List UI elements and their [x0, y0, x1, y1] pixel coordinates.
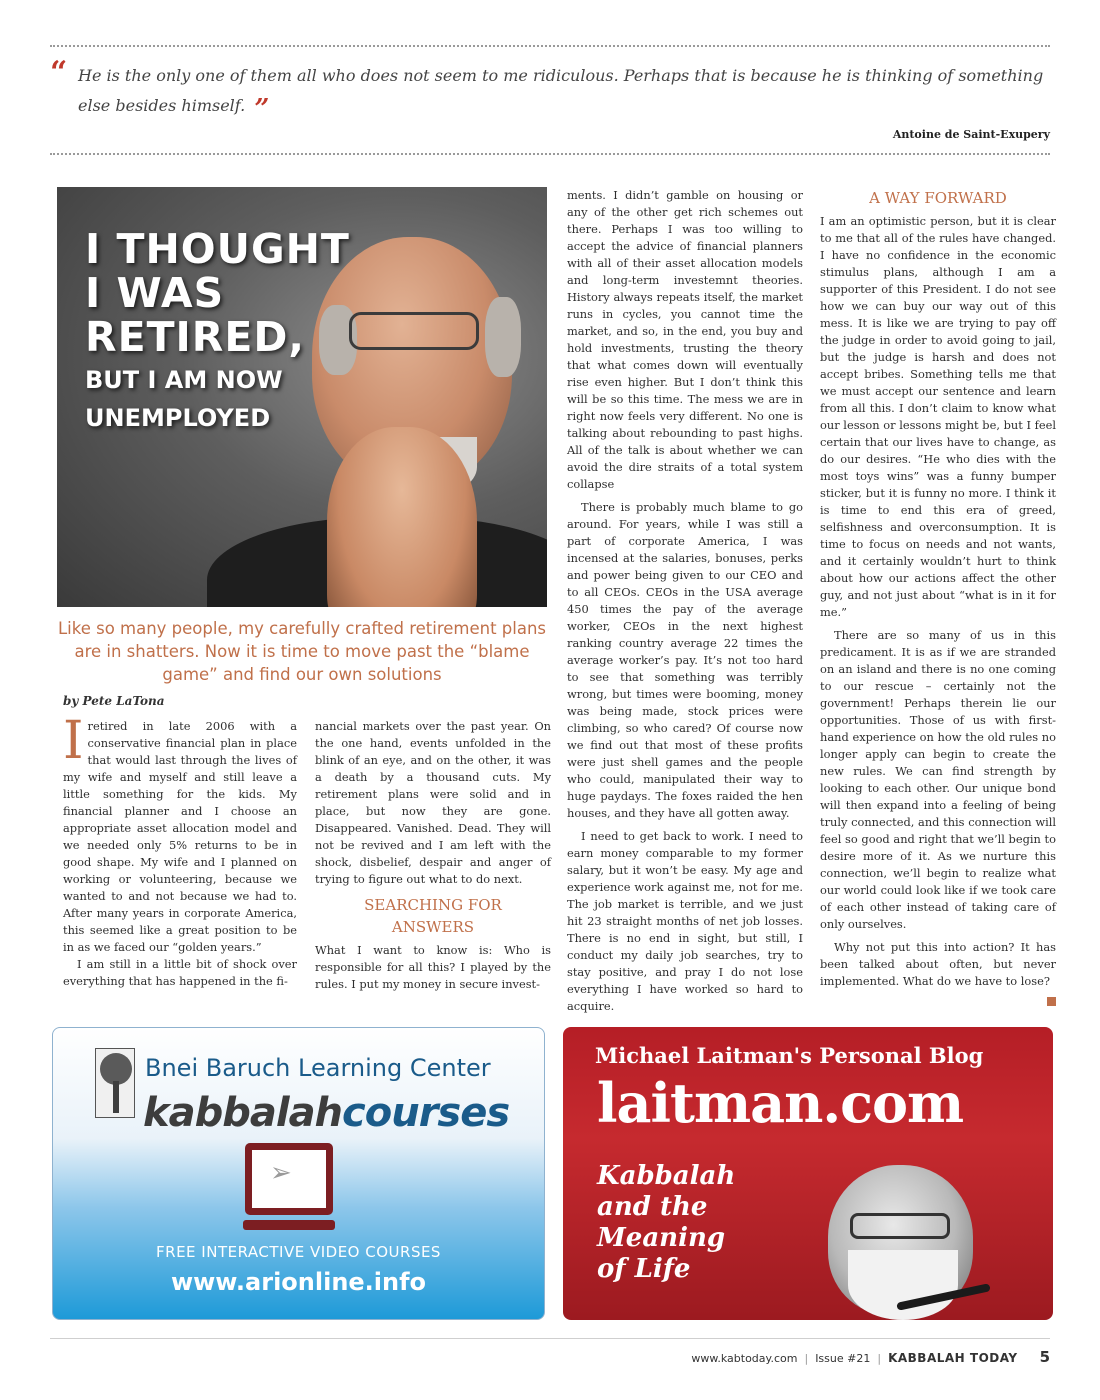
photo-glasses: [349, 312, 479, 350]
close-quote-mark: ”: [254, 94, 270, 124]
paragraph: I am an optimistic person, but it is clear to me that all of the rules have changed. I have no confidence in the economic stimulus plans, although I am a supporter of this President. I do not see how we can buy our way out of this mess. It is like we are trying to pay off the judge in order to avoid going to jail, but the judge is harsh and does not accept bribes. Something tells me that we must accept our sentence and learn from all this. I don’t claim to know what our lesson or lessons might be, but I feel certain that our lives have to change, as do our desires. “He who dies with the most toys wins” was a funny bumper sticker, but it is funny no more. I think it is time to end this era of greed, selfishness and overconsumption. It is time to focus on needs and not wants, and it certainly wouldn’t hurt to think about how our actions affect the other guy, and not just about “what is in it for me.”: [820, 214, 1056, 619]
paragraph: Iretired in late 2006 with a conservative financial plan in place that would last through the lives of my wife and myself and still leave a little something for the kids. My financial planner and I choose an appropriate asset allocation model and we needed only 5% returns to be in good shape. My wife and I planned on working or volunteering, because we wanted to and not because we had to. After many years in corporate America, this seemed like a great position to be in as we faced our “golden years.”: [63, 711, 297, 954]
drop-cap: I: [63, 711, 84, 771]
photo-hair-right: [485, 297, 521, 377]
footer-divider: [50, 1338, 1050, 1339]
page-number: 5: [1039, 1348, 1050, 1366]
byline: by Pete LaTona: [63, 694, 165, 708]
article-deck: Like so many people, my carefully crafted retirement plans are in shatters. Now it is time to move past the “blame game” and find our own solutions: [57, 619, 547, 684]
top-divider: [50, 45, 1050, 47]
article-column-4: [820, 187, 1056, 1011]
ad-kabbalah-courses[interactable]: [52, 1027, 545, 1320]
ad-org-name: Bnei Baruch Learning Center: [145, 1054, 491, 1082]
paragraph: There is probably much blame to go around. For years, while I was still a part of corporate America, I was incensed at the salaries, bonuses, perks and power being given to our CEO and to all CEOs. CEOs in the USA average 450 times the pay of the average worker, CEOs in the next highest ranking country average 22 times the average worker’s pay. It’s not too hard to see that something was terribly wrong, but times were booming, money was being made, stock prices were climbing, so who cared? Of course now we find out that most of these profits were just shell games and the people who could, manipulated their way to huge paydays. The foxes raided the hen houses, and they have all gotten away.: [567, 500, 803, 820]
footer-issue: Issue #21: [815, 1352, 871, 1365]
quote-divider: [50, 153, 1050, 155]
headline: I THOUGHT I WAS RETIRED, BUT I AM NOW UNEMPLOYED: [85, 225, 350, 432]
article-column-2: [315, 718, 551, 993]
page-footer: [691, 1348, 1050, 1366]
hero-photo: [57, 187, 547, 607]
footer-separator: |: [804, 1352, 809, 1365]
photo-hands: [327, 427, 477, 607]
footer-magazine-name: KABBALAH TODAY: [888, 1351, 1018, 1365]
subhead-way-forward: A WAY FORWARD: [869, 189, 1007, 207]
ad-url-link[interactable]: www.arionline.info: [170, 1268, 427, 1296]
open-quote-mark: “: [50, 55, 68, 90]
paragraph: nancial markets over the past year. On the one hand, events unfolded in the blink of an eye, and on the other, it was a death by a thousand cuts. My retirement plans were solid and in place, but now they are gone. Disappeared. Vanished. Dead. They will not be revived and I am left with the shock, disbelief, despair and anger of trying to figure out what to do next.: [315, 719, 551, 886]
computer-monitor-icon: [245, 1143, 333, 1215]
ad-tagline: FREE INTERACTIVE VIDEO COURSES: [156, 1243, 441, 1261]
paragraph: There are so many of us in this predicament. It is as if we are stranded on an island and there is no one coming to our rescue – certainly not the government! Perhaps therein lie our opportunities. Those of us with first-hand experience on how the old rules no longer apply can begin to create the new rules. We can find strength by looking to each other. Our unique bond will then expand into a feeling of being truly connected, and this connection will feel so good and right that we’ll begin to desire more of it. As we nurture this connection, we’ll begin to realize what our world could look like if we took care of each other instead of taking care of only ourselves.: [820, 628, 1056, 931]
end-of-article-mark: [1047, 997, 1056, 1006]
paragraph: I need to get back to work. I need to earn money comparable to my former salary, but it won’t be easy. My age and experience work against me, not for me. The job market is terrible, and we just hit 23 straight months of net job losses. There is no end in sight, but still, I conduct my daily job searches, try to stay positive, and pray I do not lose everything I have worked so hard to acquire.: [567, 829, 803, 1013]
subhead-searching: SEARCHING FOR ANSWERS: [364, 896, 502, 936]
paragraph: What I want to know is: Who is responsible for all this? I played by the rules. I put my money in secure invest-: [315, 943, 551, 991]
article-column-1: [63, 711, 297, 990]
ad-blog-tagline: Kabbalah and the Meaning of Life: [597, 1161, 736, 1284]
paragraph: I am still in a little bit of shock over everything that has happened in the fi-: [63, 957, 297, 988]
quote-author: Antoine de Saint-Exupery: [892, 128, 1050, 141]
tree-logo-icon: [95, 1048, 135, 1118]
quote-text: He is the only one of them all who does not seem to me ridiculous. Perhaps that is because he is thinking of something else besides himself. ”: [78, 66, 1044, 124]
end-mark-wrap: [820, 994, 1056, 1011]
article-column-3: [567, 187, 803, 1015]
footer-separator: |: [877, 1352, 882, 1365]
ad-blog-url-link[interactable]: laitman.com: [597, 1071, 964, 1135]
author-portrait: [808, 1155, 1038, 1320]
ad-laitman-blog[interactable]: [563, 1027, 1053, 1320]
monitor-base: [243, 1220, 335, 1230]
ad-brand: kabbalahcourses: [143, 1090, 510, 1136]
paragraph: Why not put this into action? It has been talked about often, but never implemented. What do we have to lose?: [820, 940, 1056, 988]
ad-blog-heading: Michael Laitman's Personal Blog: [595, 1043, 984, 1068]
footer-site-link[interactable]: www.kabtoday.com: [691, 1352, 798, 1365]
paragraph: ments. I didn’t gamble on housing or any of the other get rich schemes out there. Perhaps I was too willing to accept the advice of financial planners with all of their asset allocation models and long-term investemnt theories. History always repeats itself, the market runs in cycles, you cannot time the market, and so, in the end, you buy and hold investments, trusting the theory that what comes down will eventually rise even higher. But I don’t think this will be so this time. The mess we are in right now feels very different. No one is talking about rebounding to past highs. All of the talk is about whether we can avoid the dire straits of a total system collapse: [567, 188, 803, 491]
cursor-arrow-icon: ➢: [270, 1158, 292, 1188]
